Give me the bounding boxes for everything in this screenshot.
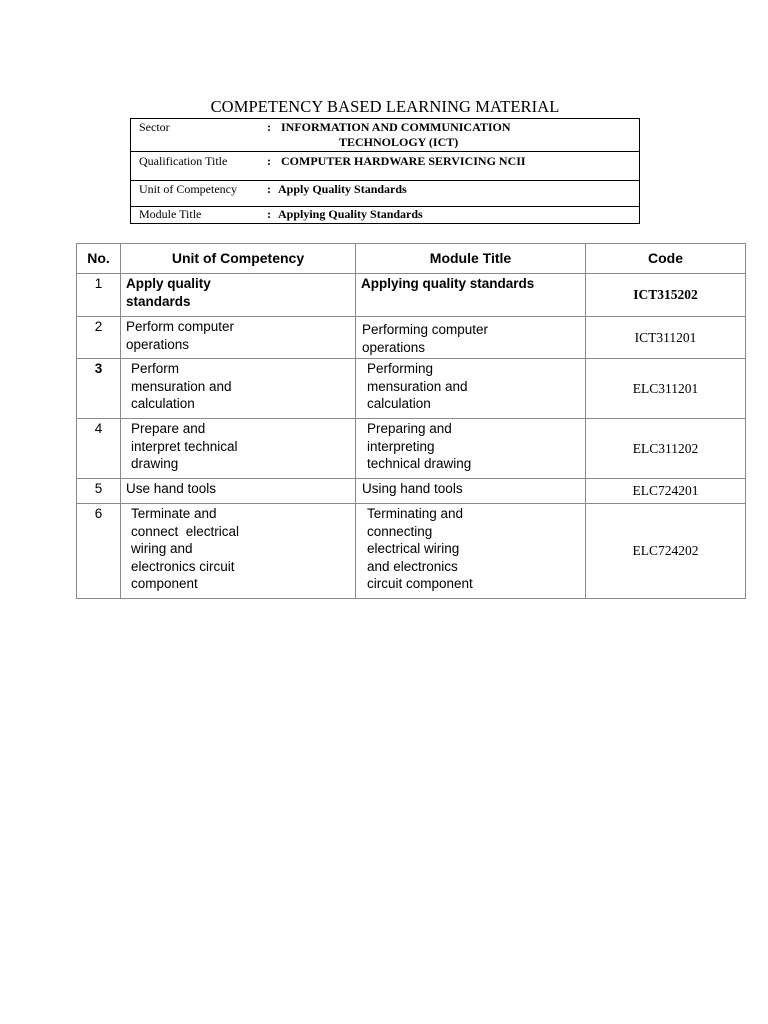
module-cell (356, 479, 586, 504)
code-cell: ELC724202 (586, 504, 746, 599)
unit-line: Perform (131, 361, 180, 376)
code-cell: ICT311201 (586, 317, 746, 359)
module-cell (356, 359, 586, 419)
row-number: 3 (77, 359, 121, 419)
qualification-value: COMPUTER HARDWARE SERVICING NCII (281, 154, 526, 168)
table-header-row (77, 244, 746, 274)
unit-line: Terminate and (131, 506, 217, 521)
module-line: Applying quality standards (361, 276, 535, 291)
module-cell (356, 419, 586, 479)
table-row (77, 504, 746, 599)
info-row-sector (131, 119, 639, 152)
module-line: circuit component (367, 576, 473, 591)
unit-line: operations (126, 336, 190, 352)
sector-value-line2: TECHNOLOGY (ICT) (339, 135, 459, 149)
header-code: Code (586, 244, 746, 274)
unit-line: drawing (131, 456, 179, 471)
info-row-module (131, 207, 639, 223)
competency-table (76, 243, 746, 599)
module-line: calculation (367, 396, 431, 411)
unit-cell (121, 504, 356, 599)
module-cell (356, 504, 586, 599)
qualification-colon: : (267, 154, 271, 168)
table-row (77, 359, 746, 419)
unit-line: Apply quality (126, 276, 211, 291)
module-line: operations (362, 339, 426, 355)
code-cell: ELC311202 (586, 419, 746, 479)
module-line: Performing computer (362, 322, 489, 337)
code-cell: ICT315202 (586, 274, 746, 317)
sector-label: Sector (139, 120, 170, 134)
unit-line: Perform computer (126, 319, 235, 334)
unit-line: standards (126, 293, 191, 309)
module-line: Using hand tools (362, 481, 463, 496)
unit-cell (121, 359, 356, 419)
table-row (77, 419, 746, 479)
header-no: No. (77, 244, 121, 274)
unit-cell (121, 419, 356, 479)
info-row-unit (131, 181, 639, 207)
document-title: COMPETENCY BASED LEARNING MATERIAL (210, 97, 560, 116)
unit-line: mensuration and (131, 378, 232, 394)
module-cell (356, 274, 586, 317)
module-line: interpreting (367, 438, 435, 454)
module-colon: : (267, 207, 271, 221)
module-line: Preparing and (367, 421, 452, 436)
code-cell: ELC724201 (586, 479, 746, 504)
module-line: Performing (367, 361, 434, 376)
unit-cell (121, 274, 356, 317)
info-row-qualification (131, 152, 639, 181)
module-cell (356, 317, 586, 359)
module-label: Module Title (139, 207, 202, 221)
module-line: and electronics (367, 558, 458, 574)
unit-line: Use hand tools (126, 481, 217, 496)
unit-line: connect electrical (131, 523, 240, 539)
row-number: 2 (77, 317, 121, 359)
module-line: mensuration and (367, 378, 468, 394)
module-line: technical drawing (367, 456, 472, 471)
row-number: 5 (77, 479, 121, 504)
info-table (130, 118, 640, 224)
unit-line: calculation (131, 396, 195, 411)
table-row (77, 317, 746, 359)
row-number: 4 (77, 419, 121, 479)
unit-line: component (131, 576, 198, 591)
unit-value: Apply Quality Standards (278, 182, 407, 196)
module-line: connecting (367, 523, 433, 539)
unit-cell (121, 479, 356, 504)
unit-line: Prepare and (131, 421, 206, 436)
row-number: 1 (77, 274, 121, 317)
unit-line: electronics circuit (131, 558, 235, 574)
unit-line: wiring and (131, 541, 193, 556)
header-unit: Unit of Competency (121, 244, 356, 274)
module-line: Terminating and (367, 506, 464, 521)
unit-line: interpret technical (131, 438, 238, 454)
qualification-label: Qualification Title (139, 154, 228, 168)
sector-value-line1: INFORMATION AND COMMUNICATION (281, 120, 511, 134)
module-line: electrical wiring (367, 541, 460, 556)
unit-colon: : (267, 182, 271, 196)
module-value: Applying Quality Standards (278, 207, 423, 221)
unit-label: Unit of Competency (139, 182, 237, 196)
table-row (77, 274, 746, 317)
sector-colon: : (267, 120, 271, 134)
table-row (77, 479, 746, 504)
header-module: Module Title (356, 244, 586, 274)
code-cell: ELC311201 (586, 359, 746, 419)
row-number: 6 (77, 504, 121, 599)
unit-cell (121, 317, 356, 359)
